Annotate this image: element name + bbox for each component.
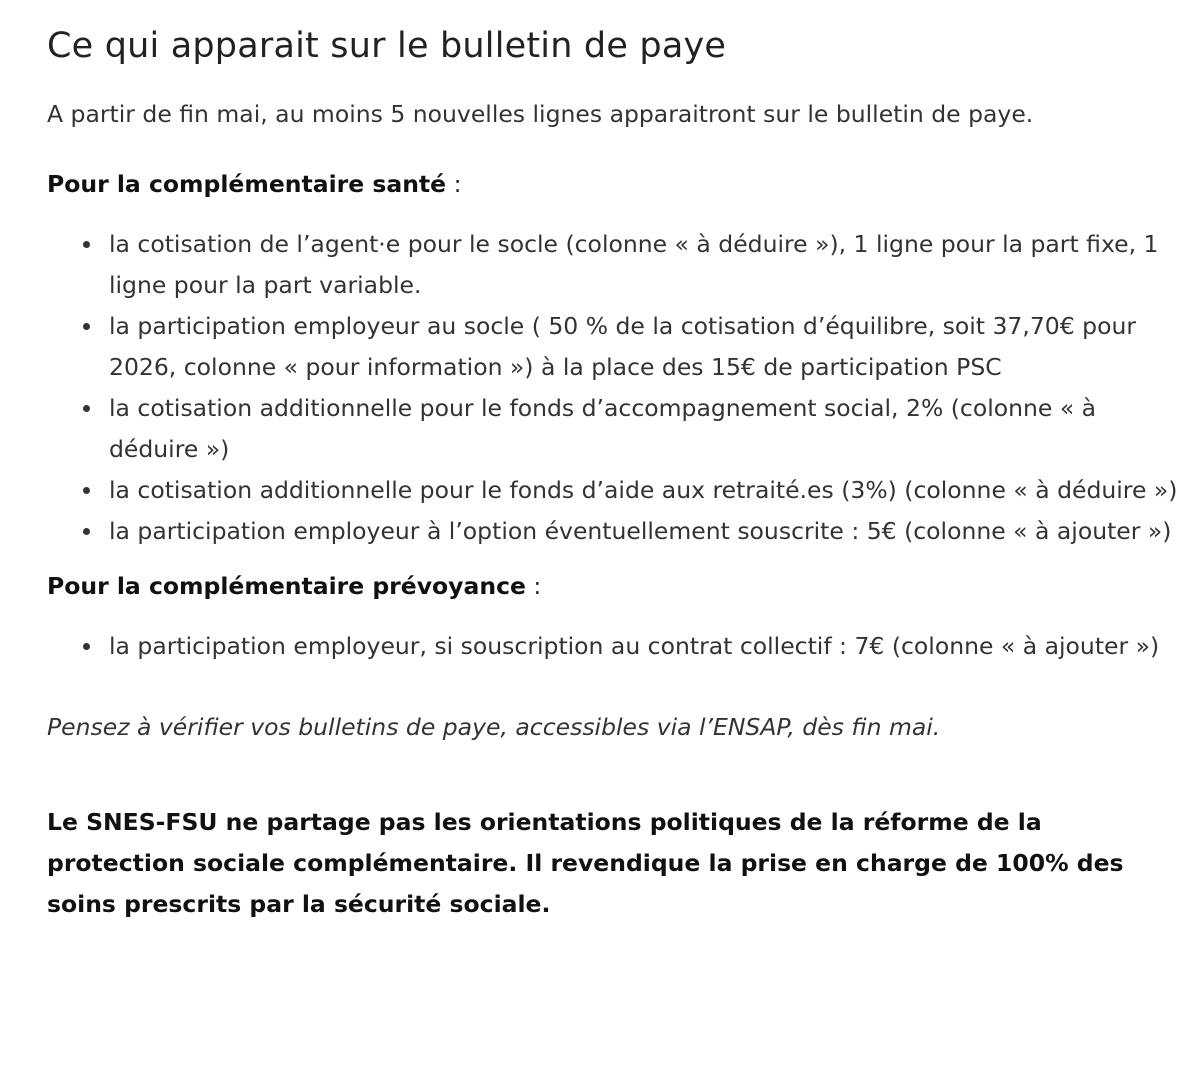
conclusion-statement: Le SNES-FSU ne partage pas les orientations politiques de la réforme de la protection sociale complémentaire. Il revendique la prise en charge de 100% des soins prescrits par la sécurité sociale. (47, 808, 1124, 918)
list-item: la participation employeur à l’option éventuellement souscrite : 5€ (colonne « à ajouter ») (109, 511, 1200, 552)
sante-section-heading (47, 164, 1200, 204)
sante-heading-label: Pour la complémentaire santé (47, 170, 447, 198)
list-item: la participation employeur au socle ( 50 % de la cotisation d’équilibre, soit 37,70€ pour 2026, colonne « pour information ») à la place des 15€ de participation PSC (109, 306, 1200, 388)
prevoyance-heading-suffix: : (525, 572, 542, 600)
prevoyance-list (47, 626, 1200, 667)
prevoyance-heading-label: Pour la complémentaire prévoyance (47, 572, 526, 600)
sante-list (47, 224, 1200, 552)
list-item: la cotisation additionnelle pour le fonds d’accompagnement social, 2% (colonne « à déduire ») (109, 388, 1200, 470)
intro-paragraph: A partir de fin mai, au moins 5 nouvelles lignes apparaitront sur le bulletin de paye. (47, 100, 1034, 128)
list-item: la participation employeur, si souscription au contrat collectif : 7€ (colonne « à ajouter ») (109, 626, 1200, 667)
list-item: la cotisation de l’agent·e pour le socle (colonne « à déduire »), 1 ligne pour la part fixe, 1 ligne pour la part variable. (109, 224, 1200, 306)
list-item: la cotisation additionnelle pour le fonds d’aide aux retraité.es (3%) (colonne « à déduire ») (109, 470, 1200, 511)
sante-heading-suffix: : (446, 170, 462, 198)
reminder-note: Pensez à vérifier vos bulletins de paye, accessibles via l’ENSAP, dès fin mai. (47, 713, 941, 741)
page-title: Ce qui apparait sur le bulletin de paye (47, 26, 727, 66)
prevoyance-section-heading (47, 566, 1200, 606)
